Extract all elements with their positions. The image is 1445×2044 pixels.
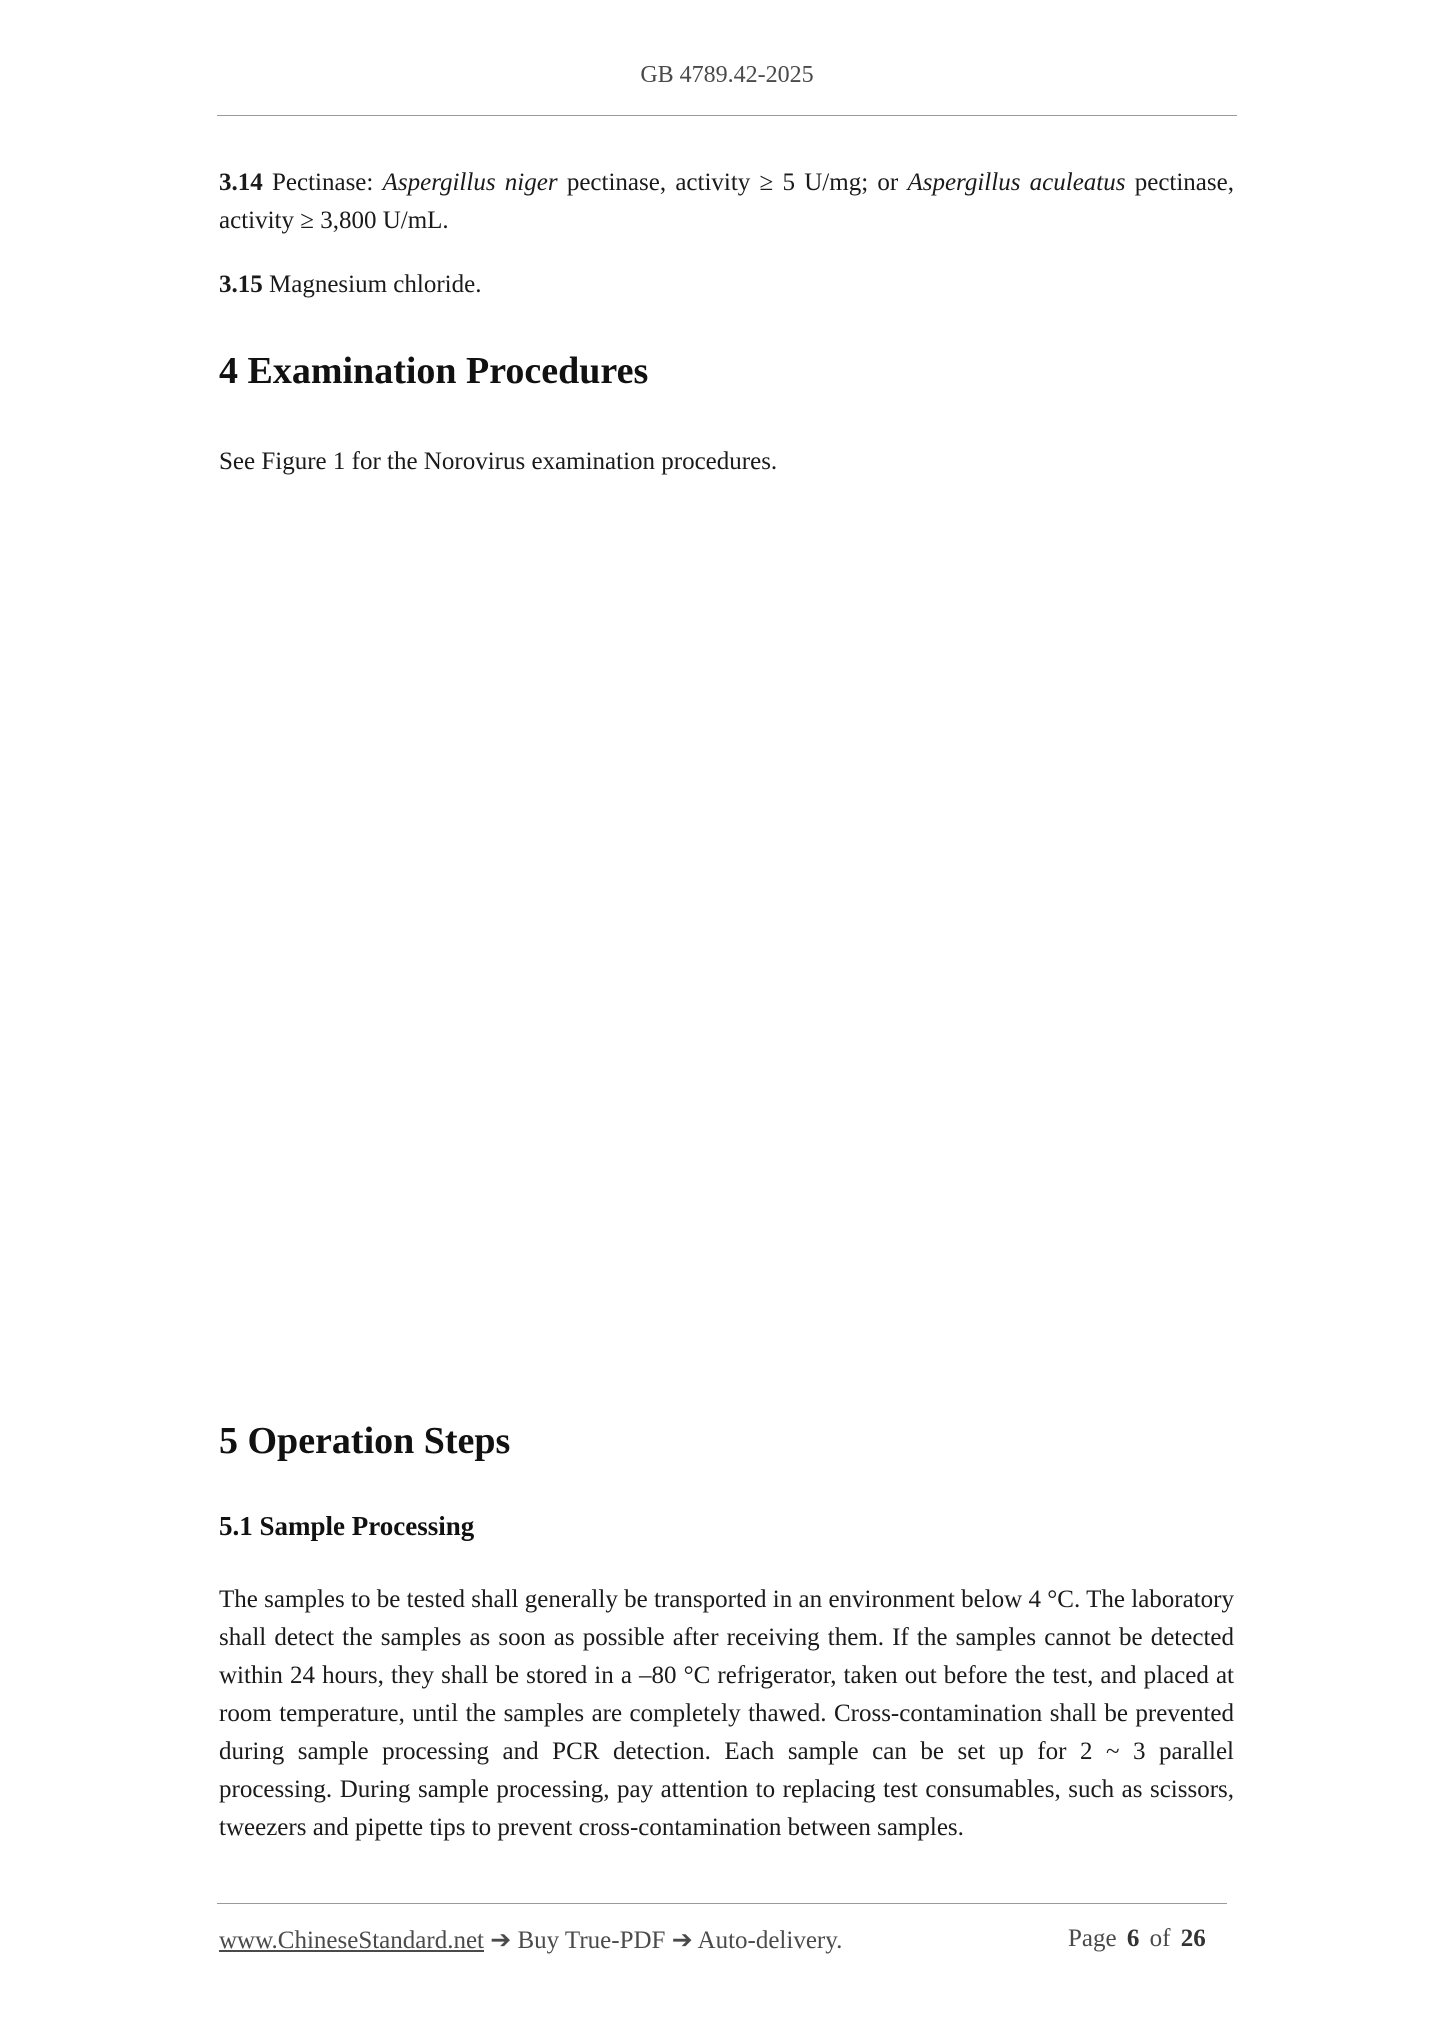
paragraph-3-15 [219,266,1234,304]
species-name: Aspergillus aculeatus [907,169,1126,196]
document-header: GB 4789.42-2025 [640,62,814,88]
buy-text: Buy True-PDF [511,1927,672,1954]
clause-number: 3.15 [219,271,263,298]
clause-text: pectinase, activity ≥ 3,800 U/mL. [219,169,1234,234]
section-5-1-text: The samples to be tested shall generally be transported in an environment below 4 °C. The laboratory shall detect the samples as soon as possible after receiving them. If the samples cannot be detected within 24 hours, they shall be stored in a –80 °C refrigerator, taken out before the test, and placed at room temperature, until the samples are completely thawed. Cross-contamination shall be prevented during sample processing and PCR detection. Each sample can be set up for 2 ~ 3 parallel processing. During sample processing, pay attention to replacing test consumables, such as scissors, tweezers and pipette tips to prevent cross-contamination between samples. [219,1586,1234,1841]
species-name: Aspergillus niger [382,169,558,196]
footer-divider [217,1903,1227,1904]
paragraph-3-14 [219,164,1234,240]
page-label: Page [1068,1925,1117,1952]
website-link[interactable]: www.ChineseStandard.net [219,1927,484,1954]
arrow-icon: ➔ [671,1927,693,1954]
clause-number: 3.14 [219,169,263,196]
clause-text: pectinase, activity ≥ 5 U/mg; or [557,169,908,196]
arrow-icon: ➔ [490,1927,512,1954]
page-number: 6 [1126,1925,1140,1952]
section-5-1-heading: 5.1 Sample Processing [219,1511,475,1541]
page-total: 26 [1180,1925,1206,1952]
clause-text: Pectinase: [262,169,383,196]
clause-text: Magnesium chloride. [262,271,482,298]
page-counter [1068,1925,1206,1953]
section-4-text: See Figure 1 for the Norovirus examination procedures. [219,448,778,475]
figure-1-placeholder [219,500,1234,1350]
header-divider [217,115,1237,116]
footer-promo [219,1925,842,1955]
delivery-text: Auto-delivery. [692,1927,843,1954]
section-4-heading: 4 Examination Procedures [219,350,649,392]
of-label: of [1149,1925,1171,1952]
section-5-heading: 5 Operation Steps [219,1420,511,1462]
